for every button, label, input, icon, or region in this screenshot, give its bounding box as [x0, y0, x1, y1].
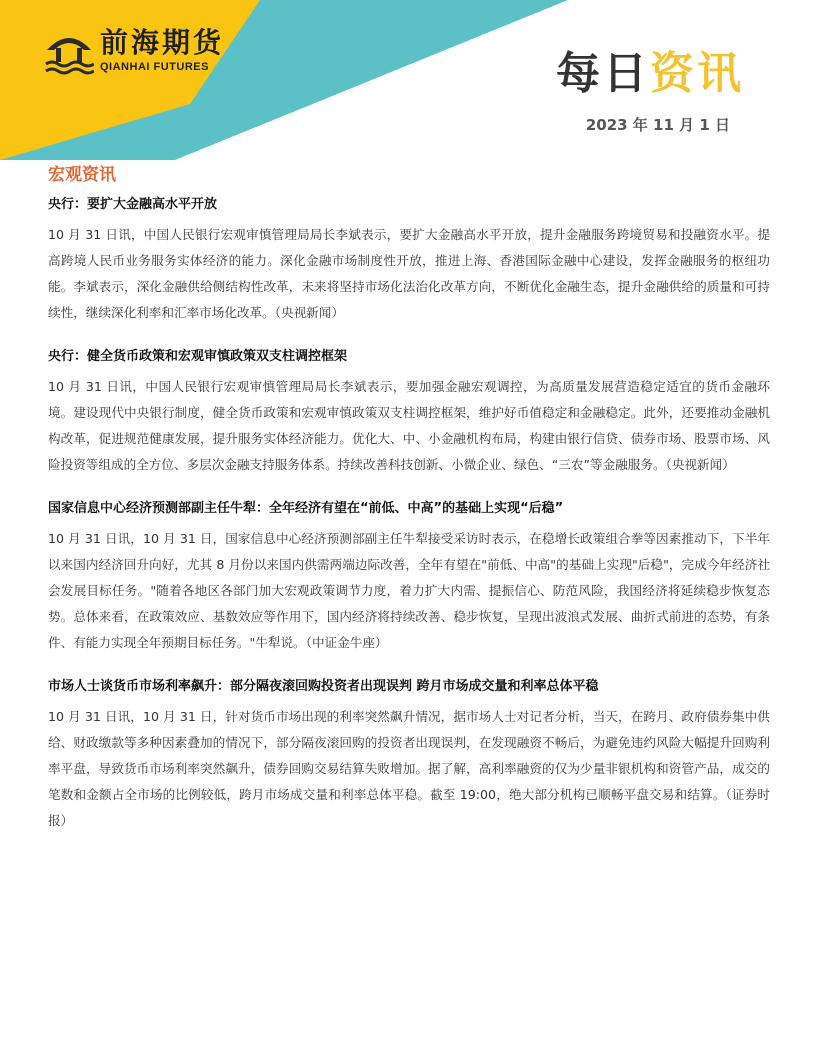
logo-arch-icon [44, 28, 94, 76]
page-title-part1: 每日 [556, 48, 650, 99]
article-headline: 国家信息中心经济预测部副主任牛犁：全年经济有望在“前低、中高”的基础上实现“后稳” [48, 501, 564, 516]
article-body: 10 月 31 日讯，中国人民银行宏观审慎管理局局长李斌表示，要扩大金融高水平开放，提升金融服务跨境贸易和投融资水平。提高跨境人民币业务服务实体经济的能力。深化金融市场制度性开放，推进上海、香港国际金融中心建设，发挥金融服务的枢纽功能。李斌表示，深化金融供给侧结构性改革，未来将坚持市场化法治化改革方向，不断优化金融生态，提升金融供给的质量和可持续性，继续深化利率和汇率市场化改革。（央视新闻） [48, 227, 770, 320]
page-title [556, 46, 744, 102]
article-headline: 央行：健全货币政策和宏观审慎政策双支柱调控框架 [48, 349, 348, 364]
article-4 [48, 676, 770, 834]
section-title: 宏观资讯 [48, 165, 116, 185]
article-body: 10 月 31 日讯，10 月 31 日，针对货币市场出现的利率突然飙升情况，据市场人士对记者分析，当天，在跨月、政府债券集中供给、财政缴款等多种因素叠加的情况下，部分隔夜滚回购的投资者出现误判，在发现融资不畅后，为避免违约风险大幅提升回购利率平盘，导致货币市场利率突然飙升，债券回购交易结算失败增加。据了解，高利率融资的仅为少量非银机构和资管产品，成交的笔数和金额占全市场的比例较低，跨月市场成交量和利率总体平稳。截至 19:00，绝大部分机构已顺畅平盘交易和结算。（证券时报） [48, 709, 770, 828]
article-list [48, 194, 770, 854]
article-headline: 市场人士谈货币市场利率飙升：部分隔夜滚回购投资者出现误判 跨月市场成交量和利率总体平稳 [48, 679, 599, 694]
logo-chinese-name: 前海期货 [100, 26, 225, 59]
page-title-part2: 资讯 [650, 48, 744, 99]
article-headline: 央行：要扩大金融高水平开放 [48, 197, 218, 212]
report-date: 2023 年 11 月 1 日 [585, 116, 730, 134]
article-body: 10 月 31 日讯，10 月 31 日，国家信息中心经济预测部副主任牛犁接受采访时表示，在稳增长政策组合拳等因素推动下，下半年以来国内经济回升向好，尤其 8 月份以来国内供需两端边际改善，全年有望在"前低、中高"的基础上实现"后稳"，完成今年经济社会发展目标任务。"随着各地区各部门加大宏观政策调节力度，着力扩大内需、提振信心、防范风险，我国经济将延续稳步恢复态势。总体来看，在政策效应、基数效应等作用下，国内经济将持续改善、稳步恢复，呈现出波浪式发展、曲折式前进的态势，有条件、有能力实现全年预期目标任务。"牛犁说。（中证金牛座） [48, 531, 770, 650]
article-3 [48, 498, 770, 656]
article-2 [48, 346, 770, 478]
article-1 [48, 194, 770, 326]
article-body: 10 月 31 日讯，中国人民银行宏观审慎管理局局长李斌表示，要加强金融宏观调控，为高质量发展营造稳定适宜的货币金融环境。建设现代中央银行制度，健全货币政策和宏观审慎政策双支柱调控框架，维护好币值稳定和金融稳定。此外，还要推动金融机构改革，促进规范健康发展，提升服务实体经济能力。优化大、中、小金融机构布局，构建由银行信贷、债券市场、股票市场、风险投资等组成的全方位、多层次金融支持服务体系。持续改善科技创新、小微企业、绿色、“三农”等金融服务。（央视新闻） [48, 379, 770, 472]
logo-english-name: QIANHAI FUTURES [100, 61, 209, 73]
company-logo [44, 26, 244, 78]
